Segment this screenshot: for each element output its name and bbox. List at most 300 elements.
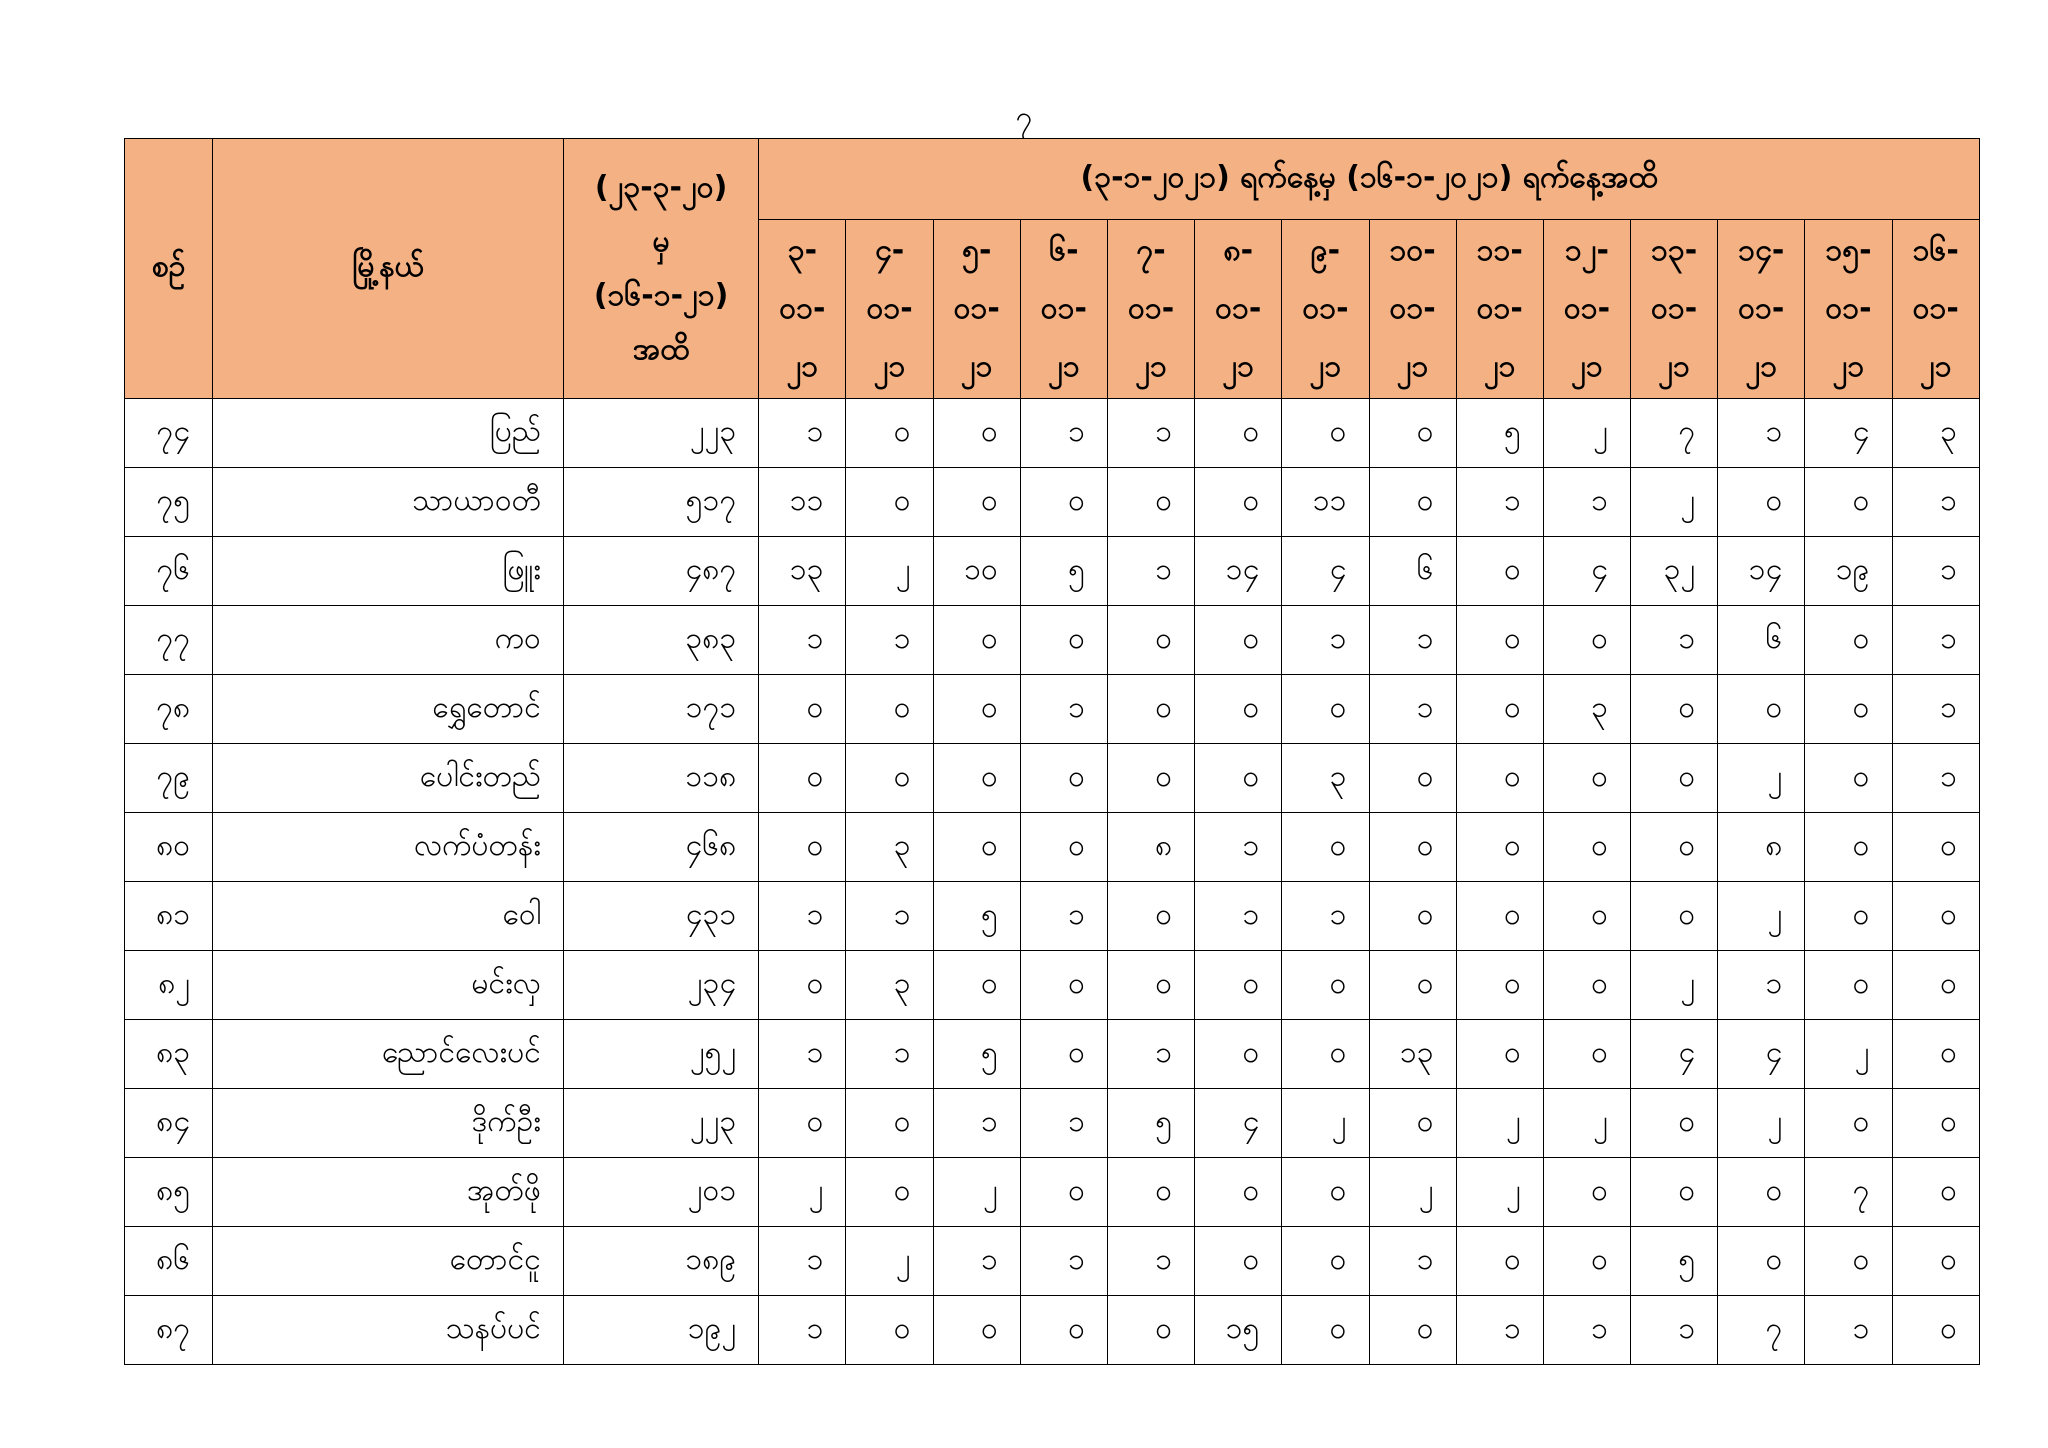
row-daily-value: ၁ — [1020, 399, 1107, 468]
row-daily-value: ၀ — [1020, 951, 1107, 1020]
row-daily-value: ၀ — [933, 606, 1020, 675]
row-daily-value: ၀ — [1195, 606, 1282, 675]
row-daily-value: ၀ — [1805, 744, 1892, 813]
header-date — [759, 220, 846, 399]
row-serial-no: ၇၉ — [125, 744, 213, 813]
row-daily-value: ၂ — [933, 1158, 1020, 1227]
row-daily-value: ၀ — [1805, 606, 1892, 675]
row-township-name: သာယာဝတီ — [213, 468, 564, 537]
row-daily-value: ၀ — [1107, 951, 1194, 1020]
row-daily-value: ၁ — [846, 606, 933, 675]
row-daily-value: ၄ — [1282, 537, 1369, 606]
row-daily-value: ၁ — [759, 1227, 846, 1296]
row-daily-value: ၅ — [1456, 399, 1543, 468]
row-daily-value: ၀ — [1456, 882, 1543, 951]
header-date-part: ၂၁ — [1222, 349, 1255, 384]
row-serial-no: ၈၀ — [125, 813, 213, 882]
row-daily-value: ၀ — [1107, 675, 1194, 744]
row-daily-value: ၀ — [1369, 951, 1456, 1020]
row-daily-value: ၀ — [1369, 1089, 1456, 1158]
row-serial-no: ၈၄ — [125, 1089, 213, 1158]
row-daily-value: ၀ — [1456, 675, 1543, 744]
row-daily-value: ၀ — [1543, 744, 1630, 813]
row-township-name: ဖြူး — [213, 537, 564, 606]
row-daily-value: ၇ — [1631, 399, 1718, 468]
row-serial-no: ၈၇ — [125, 1296, 213, 1365]
row-township-name: ပေါင်းတည် — [213, 744, 564, 813]
header-date — [1631, 220, 1718, 399]
covid-cases-table — [124, 138, 1980, 1365]
row-daily-value: ၀ — [1543, 1227, 1630, 1296]
header-date-part: ၁၄- — [1738, 233, 1785, 268]
row-serial-no: ၈၅ — [125, 1158, 213, 1227]
row-daily-value: ၂ — [1718, 882, 1805, 951]
row-daily-value: ၃ — [846, 951, 933, 1020]
table-row — [125, 813, 1980, 882]
row-daily-value: ၀ — [1282, 813, 1369, 882]
header-date-part: ၉- — [1310, 233, 1341, 268]
row-township-name: မင်းလှ — [213, 951, 564, 1020]
row-daily-value: ၄ — [1805, 399, 1892, 468]
row-township-name: ဝေါ — [213, 882, 564, 951]
row-cumulative-total: ၄၈၇ — [563, 537, 758, 606]
row-daily-value: ၁ — [1107, 1020, 1194, 1089]
row-daily-value: ၄ — [1543, 537, 1630, 606]
header-date-part: ၀၁- — [866, 291, 913, 326]
row-daily-value: ၄ — [1195, 1089, 1282, 1158]
row-daily-value: ၀ — [1805, 1089, 1892, 1158]
row-daily-value: ၀ — [1369, 813, 1456, 882]
row-daily-value: ၁ — [1282, 606, 1369, 675]
header-date-part: ၂၁ — [1396, 349, 1429, 384]
row-daily-value: ၀ — [1456, 1020, 1543, 1089]
table-row — [125, 1227, 1980, 1296]
row-daily-value: ၀ — [1543, 951, 1630, 1020]
row-daily-value: ၀ — [1020, 468, 1107, 537]
row-daily-value: ၀ — [1543, 1020, 1630, 1089]
row-daily-value: ၀ — [1892, 882, 1979, 951]
row-daily-value: ၀ — [1718, 675, 1805, 744]
table-row — [125, 399, 1980, 468]
row-daily-value: ၁ — [1892, 744, 1979, 813]
header-date — [1805, 220, 1892, 399]
row-daily-value: ၁၄ — [1718, 537, 1805, 606]
header-date-part: ၀၁- — [1738, 291, 1785, 326]
row-daily-value: ၀ — [1020, 1296, 1107, 1365]
row-daily-value: ၁ — [1892, 675, 1979, 744]
header-date-part: ၀၁- — [1040, 291, 1087, 326]
table-header — [125, 139, 1980, 399]
row-daily-value: ၀ — [1718, 1158, 1805, 1227]
header-date-part: ၀၁- — [1302, 291, 1349, 326]
row-serial-no: ၈၁ — [125, 882, 213, 951]
row-daily-value: ၆ — [1369, 537, 1456, 606]
header-date-part: ၀၁- — [1563, 291, 1611, 326]
header-date-part: ၁၁- — [1476, 233, 1523, 268]
row-daily-value: ၀ — [1195, 744, 1282, 813]
table-row — [125, 1020, 1980, 1089]
row-daily-value: ၀ — [1892, 1227, 1979, 1296]
row-daily-value: ၁ — [1892, 606, 1979, 675]
row-township-name: ညောင်လေးပင် — [213, 1020, 564, 1089]
row-cumulative-total: ၄၃၁ — [563, 882, 758, 951]
header-date-part: ၂၁ — [1048, 349, 1080, 384]
page-number: ၇ — [1015, 100, 1033, 135]
row-daily-value: ၀ — [1282, 399, 1369, 468]
header-date — [1282, 220, 1369, 399]
row-daily-value: ၂ — [1631, 468, 1718, 537]
row-daily-value: ၁ — [1805, 1296, 1892, 1365]
table-row — [125, 1158, 1980, 1227]
row-daily-value: ၀ — [1282, 1020, 1369, 1089]
row-daily-value: ၇ — [1805, 1158, 1892, 1227]
row-daily-value: ၂ — [1282, 1089, 1369, 1158]
row-daily-value: ၀ — [1107, 1296, 1194, 1365]
table-row — [125, 468, 1980, 537]
table-row — [125, 1089, 1980, 1158]
header-date-part: ၀၁- — [1215, 291, 1262, 326]
row-township-name: သနပ်ပင် — [213, 1296, 564, 1365]
row-daily-value: ၁ — [1631, 1296, 1718, 1365]
row-daily-value: ၄ — [1718, 1020, 1805, 1089]
row-daily-value: ၀ — [1456, 744, 1543, 813]
row-daily-value: ၁ — [1631, 606, 1718, 675]
row-daily-value: ၀ — [1020, 606, 1107, 675]
row-daily-value: ၁ — [1020, 1089, 1107, 1158]
row-daily-value: ၁၁ — [759, 468, 846, 537]
row-daily-value: ၃ — [1282, 744, 1369, 813]
row-daily-value: ၀ — [1282, 1227, 1369, 1296]
row-daily-value: ၀ — [1195, 951, 1282, 1020]
row-daily-value: ၀ — [1718, 1227, 1805, 1296]
row-daily-value: ၁ — [1892, 537, 1979, 606]
row-daily-value: ၁ — [1456, 1296, 1543, 1365]
table-row — [125, 744, 1980, 813]
table-row — [125, 675, 1980, 744]
row-daily-value: ၁ — [1456, 468, 1543, 537]
row-daily-value: ၀ — [1369, 468, 1456, 537]
row-daily-value: ၁ — [1543, 468, 1630, 537]
row-daily-value: ၁ — [1369, 606, 1456, 675]
row-township-name: ရွှေတောင် — [213, 675, 564, 744]
row-daily-value: ၀ — [1805, 675, 1892, 744]
header-date-part: ၀၁- — [1825, 291, 1872, 326]
row-daily-value: ၁ — [1543, 1296, 1630, 1365]
row-daily-value: ၂ — [1456, 1158, 1543, 1227]
row-daily-value: ၈ — [1107, 813, 1194, 882]
row-daily-value: ၀ — [1107, 744, 1194, 813]
header-serial-no: စဉ် — [125, 139, 213, 399]
row-daily-value: ၁၄ — [1195, 537, 1282, 606]
row-daily-value: ၁ — [1195, 813, 1282, 882]
header-date-part: ၂၁ — [1832, 349, 1865, 384]
row-daily-value: ၀ — [933, 675, 1020, 744]
row-daily-value: ၀ — [1631, 1158, 1718, 1227]
row-daily-value: ၃ — [846, 813, 933, 882]
row-daily-value: ၁၉ — [1805, 537, 1892, 606]
row-daily-value: ၁ — [846, 882, 933, 951]
row-daily-value: ၀ — [1631, 813, 1718, 882]
header-date-part: ၀၁- — [1912, 291, 1959, 326]
row-daily-value: ၀ — [1631, 882, 1718, 951]
header-date — [1718, 220, 1805, 399]
row-daily-value: ၁ — [1369, 675, 1456, 744]
row-daily-value: ၀ — [1282, 675, 1369, 744]
row-daily-value: ၀ — [1107, 1158, 1194, 1227]
table-row — [125, 537, 1980, 606]
header-cumulative-range — [563, 139, 758, 399]
row-daily-value: ၁ — [759, 1296, 846, 1365]
row-daily-value: ၀ — [1369, 399, 1456, 468]
row-daily-value: ၀ — [1543, 882, 1630, 951]
row-daily-value: ၀ — [1195, 1158, 1282, 1227]
header-date — [933, 220, 1020, 399]
row-serial-no: ၇၇ — [125, 606, 213, 675]
header-date-part: ၂၁ — [960, 349, 993, 384]
row-daily-value: ၂ — [1369, 1158, 1456, 1227]
row-daily-value: ၀ — [759, 813, 846, 882]
header-date-part: ၀၁- — [779, 291, 826, 326]
header-date-part: ၀၁- — [953, 291, 1000, 326]
row-daily-value: ၀ — [846, 744, 933, 813]
row-serial-no: ၈၂ — [125, 951, 213, 1020]
header-date-part: ၀၁- — [1389, 291, 1436, 326]
row-township-name: တောင်ငူ — [213, 1227, 564, 1296]
row-daily-value: ၅ — [933, 1020, 1020, 1089]
row-cumulative-total: ၄၆၈ — [563, 813, 758, 882]
header-date-part: ၂၁ — [1483, 349, 1516, 384]
row-daily-value: ၀ — [1805, 882, 1892, 951]
row-serial-no: ၈၆ — [125, 1227, 213, 1296]
row-daily-value: ၀ — [1020, 744, 1107, 813]
row-daily-value: ၁ — [933, 1089, 1020, 1158]
row-daily-value: ၀ — [1805, 813, 1892, 882]
header-row-group — [125, 139, 1980, 220]
row-daily-value: ၁ — [759, 606, 846, 675]
row-daily-value: ၀ — [933, 399, 1020, 468]
row-daily-value: ၀ — [1107, 468, 1194, 537]
row-daily-value: ၀ — [1805, 1227, 1892, 1296]
row-daily-value: ၅ — [933, 882, 1020, 951]
row-cumulative-total: ၁၁၈ — [563, 744, 758, 813]
range-suffix: အထိ — [632, 331, 690, 367]
row-daily-value: ၀ — [933, 468, 1020, 537]
row-daily-value: ၀ — [1282, 1296, 1369, 1365]
header-date-part: ၁၅- — [1825, 233, 1872, 268]
row-daily-value: ၀ — [1543, 1158, 1630, 1227]
row-daily-value: ၀ — [1543, 606, 1630, 675]
row-township-name: ပြည် — [213, 399, 564, 468]
row-daily-value: ၁ — [1107, 537, 1194, 606]
row-daily-value: ၂ — [846, 537, 933, 606]
header-date-part: ၁၃- — [1651, 233, 1698, 268]
header-date-part: ၀၁- — [1476, 291, 1523, 326]
header-date — [1107, 220, 1194, 399]
row-daily-value: ၁ — [759, 1020, 846, 1089]
header-date — [1020, 220, 1107, 399]
row-serial-no: ၈၃ — [125, 1020, 213, 1089]
header-date — [1369, 220, 1456, 399]
header-date-part: ၃- — [787, 233, 818, 268]
row-daily-value: ၅ — [1107, 1089, 1194, 1158]
row-daily-value: ၀ — [759, 1089, 846, 1158]
row-serial-no: ၇၄ — [125, 399, 213, 468]
table-row — [125, 606, 1980, 675]
table-row — [125, 1296, 1980, 1365]
row-daily-value: ၀ — [1718, 468, 1805, 537]
row-cumulative-total: ၁၉၂ — [563, 1296, 758, 1365]
row-cumulative-total: ၁၇၁ — [563, 675, 758, 744]
header-township: မြို့နယ် — [213, 139, 564, 399]
row-daily-value: ၁ — [1020, 882, 1107, 951]
row-cumulative-total: ၃၈၃ — [563, 606, 758, 675]
header-date-part: ၁၆- — [1912, 233, 1959, 268]
row-daily-value: ၀ — [759, 744, 846, 813]
row-daily-value: ၁ — [1107, 1227, 1194, 1296]
header-date — [1195, 220, 1282, 399]
row-daily-value: ၀ — [1805, 951, 1892, 1020]
row-daily-value: ၂ — [1718, 744, 1805, 813]
row-township-name: ကဝ — [213, 606, 564, 675]
row-serial-no: ၇၈ — [125, 675, 213, 744]
row-daily-value: ၀ — [1369, 744, 1456, 813]
row-daily-value: ၁၃ — [759, 537, 846, 606]
row-daily-value: ၁၀ — [933, 537, 1020, 606]
header-date-part: ၅- — [962, 233, 992, 268]
row-cumulative-total: ၂၂၃ — [563, 1089, 758, 1158]
row-daily-value: ၀ — [1456, 537, 1543, 606]
row-serial-no: ၇၆ — [125, 537, 213, 606]
row-daily-value: ၀ — [1195, 1020, 1282, 1089]
row-daily-value: ၀ — [1631, 1089, 1718, 1158]
row-daily-value: ၇ — [1718, 1296, 1805, 1365]
header-date-part: ၂၁ — [1135, 349, 1167, 384]
row-cumulative-total: ၅၁၇ — [563, 468, 758, 537]
row-daily-value: ၀ — [1020, 1020, 1107, 1089]
row-daily-value: ၈ — [1718, 813, 1805, 882]
row-daily-value: ၂ — [1805, 1020, 1892, 1089]
header-date — [1543, 220, 1630, 399]
header-date-part: ၄- — [874, 233, 905, 268]
row-daily-value: ၁ — [1282, 882, 1369, 951]
row-cumulative-total: ၂၅၂ — [563, 1020, 758, 1089]
row-cumulative-total: ၂၀၁ — [563, 1158, 758, 1227]
row-daily-value: ၂ — [759, 1158, 846, 1227]
row-daily-value: ၄ — [1631, 1020, 1718, 1089]
row-daily-value: ၀ — [1456, 813, 1543, 882]
row-daily-value: ၁ — [1718, 399, 1805, 468]
row-daily-value: ၁ — [1020, 675, 1107, 744]
row-daily-value: ၀ — [1020, 1158, 1107, 1227]
row-daily-value: ၂ — [846, 1227, 933, 1296]
row-serial-no: ၇၅ — [125, 468, 213, 537]
header-date-part: ၂၁ — [873, 349, 906, 384]
row-daily-value: ၂ — [1631, 951, 1718, 1020]
row-daily-value: ၁ — [1107, 399, 1194, 468]
header-date-part: ၂၁ — [1745, 349, 1778, 384]
row-daily-value: ၀ — [1543, 813, 1630, 882]
header-date-part: ၀၁- — [1651, 291, 1698, 326]
table-row — [125, 882, 1980, 951]
header-date-part: ၇- — [1136, 233, 1166, 268]
header-daily-group: (၃-၁-၂၀၂၁) ရက်နေ့မှ (၁၆-၁-၂၀၂၁) ရက်နေ့အထိ — [759, 139, 1980, 220]
row-daily-value: ၁ — [1195, 882, 1282, 951]
row-daily-value: ၀ — [1805, 468, 1892, 537]
header-date-part: ၁၂- — [1564, 233, 1609, 268]
row-daily-value: ၀ — [759, 675, 846, 744]
range-to: (၁၆-၁-၂၁) — [593, 277, 729, 313]
row-daily-value: ၀ — [1892, 813, 1979, 882]
row-daily-value: ၁၃ — [1369, 1020, 1456, 1089]
header-date — [1456, 220, 1543, 399]
row-daily-value: ၀ — [1282, 951, 1369, 1020]
header-date-part: ၂၁ — [1919, 349, 1952, 384]
row-daily-value: ၁ — [1718, 951, 1805, 1020]
range-joiner: မှ — [652, 223, 670, 259]
row-daily-value: ၀ — [1107, 882, 1194, 951]
row-daily-value: ၅ — [1631, 1227, 1718, 1296]
row-daily-value: ၀ — [846, 1158, 933, 1227]
row-daily-value: ၀ — [1456, 951, 1543, 1020]
row-daily-value: ၀ — [1195, 1227, 1282, 1296]
table-row — [125, 951, 1980, 1020]
row-daily-value: ၀ — [933, 1296, 1020, 1365]
row-daily-value: ၀ — [1892, 1089, 1979, 1158]
header-date-part: ၆- — [1049, 233, 1079, 268]
row-cumulative-total: ၂၃၄ — [563, 951, 758, 1020]
row-township-name: လက်ပံတန်း — [213, 813, 564, 882]
header-date-part: ၈- — [1223, 233, 1254, 268]
row-daily-value: ၁ — [846, 1020, 933, 1089]
header-date-part: ၂၁ — [1571, 349, 1603, 384]
row-daily-value: ၀ — [1195, 468, 1282, 537]
table-body — [125, 399, 1980, 1365]
row-daily-value: ၂ — [1456, 1089, 1543, 1158]
row-daily-value: ၀ — [1020, 813, 1107, 882]
row-daily-value: ၆ — [1718, 606, 1805, 675]
row-daily-value: ၀ — [1195, 675, 1282, 744]
row-daily-value: ၃၂ — [1631, 537, 1718, 606]
row-daily-value: ၃ — [1543, 675, 1630, 744]
row-daily-value: ၁၁ — [1282, 468, 1369, 537]
row-daily-value: ၁ — [1369, 1227, 1456, 1296]
row-daily-value: ၀ — [933, 951, 1020, 1020]
row-daily-value: ၂ — [1543, 399, 1630, 468]
header-date-part: ၂၁ — [786, 349, 819, 384]
row-daily-value: ၀ — [846, 1296, 933, 1365]
row-daily-value: ၁ — [1020, 1227, 1107, 1296]
header-date — [1892, 220, 1979, 399]
header-date — [846, 220, 933, 399]
row-daily-value: ၁ — [1892, 468, 1979, 537]
header-date-part: ၀၁- — [1127, 291, 1175, 326]
row-daily-value: ၀ — [933, 813, 1020, 882]
row-daily-value: ၀ — [1631, 744, 1718, 813]
row-daily-value: ၀ — [1892, 1296, 1979, 1365]
row-daily-value: ၂ — [1718, 1089, 1805, 1158]
row-daily-value: ၀ — [846, 675, 933, 744]
row-daily-value: ၀ — [1456, 606, 1543, 675]
range-from: (၂၃-၃-၂၀) — [594, 169, 728, 205]
row-daily-value: ၀ — [1282, 1158, 1369, 1227]
row-daily-value: ၀ — [846, 399, 933, 468]
row-cumulative-total: ၂၂၃ — [563, 399, 758, 468]
row-daily-value: ၀ — [846, 1089, 933, 1158]
row-daily-value: ၀ — [1369, 1296, 1456, 1365]
row-daily-value: ၁၅ — [1195, 1296, 1282, 1365]
row-cumulative-total: ၁၈၉ — [563, 1227, 758, 1296]
row-township-name: အုတ်ဖို — [213, 1158, 564, 1227]
